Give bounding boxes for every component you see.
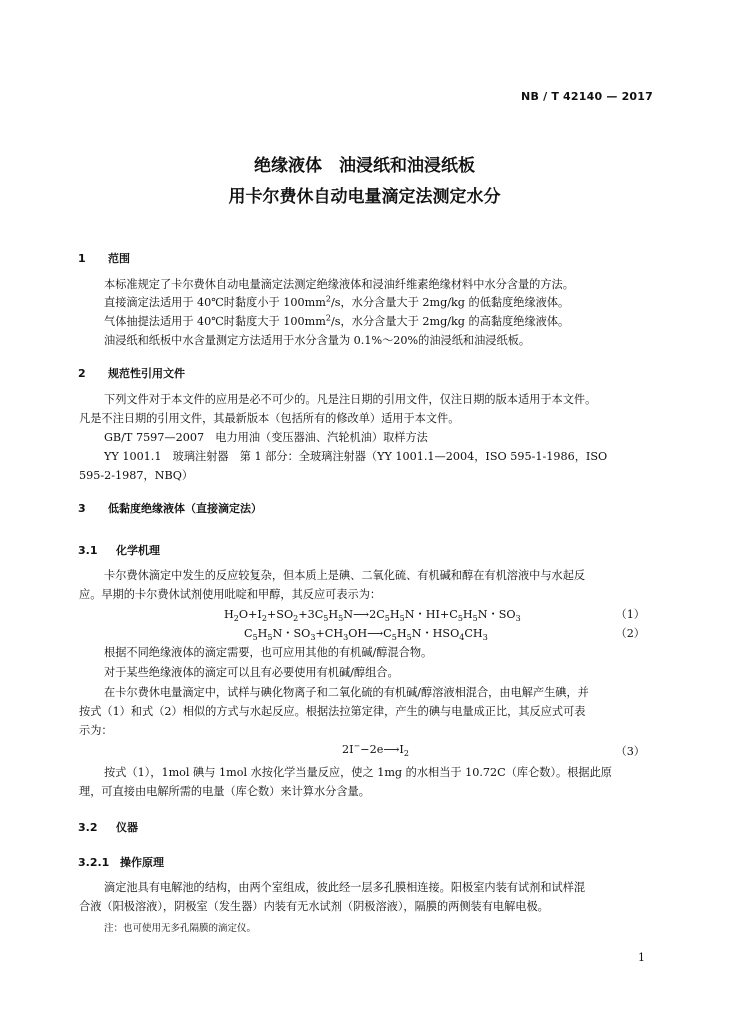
section-number: 3.2 (78, 821, 98, 834)
paragraph: 合液（阳极溶液），阴极室（发生器）内装有无水试剂（阴极溶液），隔膜的两侧装有电解电极。 (79, 900, 549, 913)
section-3-2-1-heading (78, 854, 164, 870)
reference-item: GB/T 7597—2007 电力用油（变压器油、汽轮机油）取样方法 (104, 431, 428, 444)
paragraph: 本标准规定了卡尔费休自动电量滴定法测定绝缘液体和浸油纤维素绝缘材料中水分含量的方法。 (104, 278, 574, 291)
reference-item: YY 1001.1 玻璃注射器 第 1 部分：全玻璃注射器（YY 1001.1—2004，ISO 595-1-1986，ISO (104, 450, 608, 463)
section-number: 3 (78, 502, 86, 515)
paragraph: 气体抽提法适用于 40℃时黏度大于 $100mm^2/s$，水分含量大于 2mg/kg 的高黏度绝缘液体。 (104, 313, 570, 328)
paragraph: 按式（1）和式（2）相似的方式与水起反应。根据法拉第定律，产生的碘与电量成正比，其反应式可表 (79, 705, 586, 718)
note: 注：也可使用无多孔隔膜的滴定仪。 (104, 923, 257, 934)
paragraph: 示为： (79, 724, 113, 737)
document-title-line-1: 绝缘液体 油浸纸和油浸纸板 (254, 156, 475, 176)
document-title-line-2: 用卡尔费休自动电量滴定法测定水分 (228, 187, 501, 207)
section-2-heading (78, 365, 185, 381)
section-title: 规范性引用文件 (108, 367, 185, 380)
paragraph: 在卡尔费休电量滴定中，试样与碘化物离子和二氧化硫的有机碱/醇溶液相混合，由电解产生碘，并 (104, 686, 589, 699)
section-title: 仪器 (116, 821, 138, 834)
section-1-heading (78, 250, 130, 266)
section-number: 2 (78, 367, 86, 380)
section-title: 操作原理 (120, 856, 164, 869)
page-number: 1 (638, 951, 645, 964)
paragraph: 根据不同绝缘液体的滴定需要，也可应用其他的有机碱/醇混合物。 (104, 646, 433, 659)
paragraph: 滴定池具有电解池的结构，由两个室组成，彼此经一层多孔膜相连接。阳极室内装有试剂和试样混 (104, 881, 586, 894)
paragraph: 凡是不注日期的引用文件，其最新版本（包括所有的修改单）适用于本文件。 (79, 412, 460, 425)
paragraph: 油浸纸和纸板中水含量测定方法适用于水分含量为 0.1%～20%的油浸纸和油浸纸板。 (104, 334, 531, 347)
section-number: 3.1 (78, 544, 98, 557)
paragraph: 对于某些绝缘液体的滴定可以且有必要使用有机碱/醇组合。 (104, 666, 399, 679)
paragraph: 应。早期的卡尔费休试剂使用吡啶和甲醇，其反应可表示为： (79, 588, 382, 601)
paragraph: 直接滴定法适用于 40℃时黏度小于 $100mm^2/s$，水分含量大于 2mg/kg 的低黏度绝缘液体。 (104, 294, 570, 309)
equation-3-number: （3） (615, 745, 645, 758)
section-title: 化学机理 (116, 544, 160, 557)
paragraph: 卡尔费休滴定中发生的反应较复杂，但本质上是碘、二氧化硫、有机碱和醇在有机溶液中与水起反 (104, 569, 586, 582)
standard-code: NB / T 42140 — 2017 (521, 90, 653, 103)
reference-item-cont: 595-2-1987，NBQ） (79, 469, 194, 482)
equation-1-number: （1） (615, 608, 645, 621)
section-3-1-heading (78, 542, 160, 558)
equation-3: $2I^--2e⟶I_2$ (342, 741, 409, 759)
section-title: 低黏度绝缘液体（直接滴定法） (108, 502, 262, 515)
section-3-2-heading (78, 819, 138, 835)
equation-1: $H_2O+I_2+SO_2+3C_5H_5N⟶2C_5H_5N$・$HI+C_5H_5N$・$SO_3$ (224, 608, 521, 624)
paragraph: 下列文件对于本文件的应用是必不可少的。凡是注日期的引用文件，仅注日期的版本适用于本文件。 (104, 393, 597, 406)
section-number: 3.2.1 (78, 856, 110, 869)
section-number: 1 (78, 252, 86, 265)
section-3-heading (78, 500, 262, 516)
equation-2: $C_5H_5N$・$SO_3+CH_3OH⟶C_5H_5N$・$HSO_4CH_3$ (244, 627, 488, 643)
equation-2-number: （2） (615, 627, 645, 640)
paragraph: 按式（1），1mol 碘与 1mol 水按化学当量反应，使之 1mg 的水相当于 10.72C（库仑数）。根据此原 (104, 766, 612, 779)
paragraph: 理，可直接由电解所需的电量（库仑数）来计算水分含量。 (79, 785, 370, 798)
section-title: 范围 (108, 252, 130, 265)
